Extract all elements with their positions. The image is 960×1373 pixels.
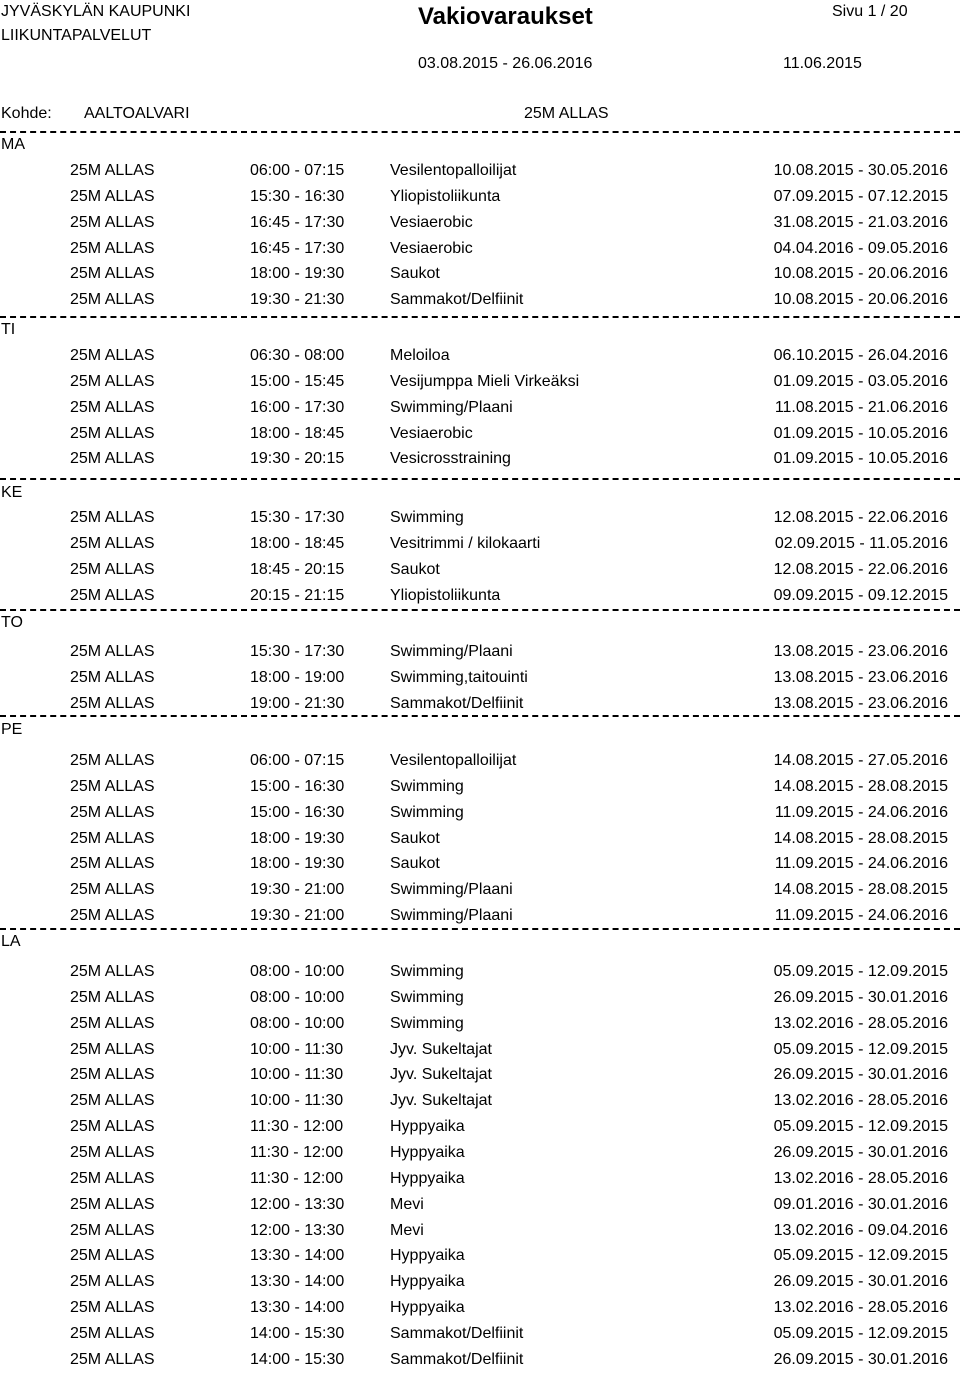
row-time: 06:00 - 07:15 [250,752,345,769]
row-time: 18:00 - 19:30 [250,855,345,872]
row-dates: 09.01.2016 - 30.01.2016 [773,1196,948,1213]
table-row [0,1041,960,1063]
table-row [0,963,960,985]
row-pool: 25M ALLAS [70,1351,155,1368]
table-row [0,881,960,903]
row-activity: Hyppyaika [390,1144,465,1161]
row-dates: 26.09.2015 - 30.01.2016 [773,1066,948,1083]
table-row [0,855,960,877]
row-dates: 13.02.2016 - 28.05.2016 [773,1299,948,1316]
org-name: JYVÄSKYLÄN KAUPUNKI [1,3,191,20]
table-row [0,830,960,852]
org-department: LIIKUNTAPALVELUT [1,27,152,44]
row-activity: Saukot [390,265,440,282]
row-dates: 26.09.2015 - 30.01.2016 [773,1144,948,1161]
row-dates: 01.09.2015 - 10.05.2016 [773,425,948,442]
row-time: 15:00 - 16:30 [250,804,345,821]
row-time: 06:30 - 08:00 [250,347,345,364]
table-row [0,214,960,236]
row-time: 18:00 - 19:00 [250,669,345,686]
row-dates: 05.09.2015 - 12.09.2015 [773,1325,948,1342]
row-pool: 25M ALLAS [70,963,155,980]
row-pool: 25M ALLAS [70,907,155,924]
table-row [0,804,960,826]
row-activity: Swimming [390,509,464,526]
row-pool: 25M ALLAS [70,989,155,1006]
row-activity: Saukot [390,830,440,847]
row-time: 19:30 - 21:00 [250,907,345,924]
table-row [0,450,960,472]
day-label: KE [1,484,23,501]
row-pool: 25M ALLAS [70,240,155,257]
table-row [0,1092,960,1114]
row-pool: 25M ALLAS [70,373,155,390]
row-pool: 25M ALLAS [70,695,155,712]
row-dates: 26.09.2015 - 30.01.2016 [773,1273,948,1290]
row-activity: Vesiaerobic [390,214,473,231]
row-pool: 25M ALLAS [70,535,155,552]
row-time: 15:30 - 17:30 [250,643,345,660]
row-dates: 13.02.2016 - 28.05.2016 [773,1170,948,1187]
row-activity: Jyv. Sukeltajat [390,1066,492,1083]
row-activity: Swimming/Plaani [390,399,513,416]
row-activity: Jyv. Sukeltajat [390,1041,492,1058]
row-activity: Yliopistoliikunta [390,587,501,604]
row-pool: 25M ALLAS [70,425,155,442]
print-date: 11.06.2015 [783,55,862,72]
row-dates: 11.09.2015 - 24.06.2016 [774,907,948,924]
row-time: 11:30 - 12:00 [250,1144,344,1161]
row-pool: 25M ALLAS [70,1170,155,1187]
row-activity: Sammakot/Delfiinit [390,291,524,308]
row-pool: 25M ALLAS [70,804,155,821]
row-activity: Swimming/Plaani [390,881,513,898]
row-activity: Swimming [390,989,464,1006]
row-time: 16:00 - 17:30 [250,399,345,416]
row-time: 19:30 - 20:15 [250,450,345,467]
table-row [0,587,960,609]
row-pool: 25M ALLAS [70,265,155,282]
row-dates: 05.09.2015 - 12.09.2015 [773,1247,948,1264]
row-pool: 25M ALLAS [70,162,155,179]
section-separator [0,478,960,480]
row-time: 19:30 - 21:30 [250,291,345,308]
row-dates: 11.09.2015 - 24.06.2016 [774,804,948,821]
row-pool: 25M ALLAS [70,1273,155,1290]
row-dates: 13.02.2016 - 09.04.2016 [773,1222,948,1239]
row-dates: 13.08.2015 - 23.06.2016 [773,695,948,712]
row-time: 13:30 - 14:00 [250,1273,345,1290]
row-activity: Vesilentopalloilijat [390,752,517,769]
row-activity: Yliopistoliikunta [390,188,501,205]
row-dates: 11.09.2015 - 24.06.2016 [774,855,948,872]
day-label: LA [1,933,21,950]
row-time: 12:00 - 13:30 [250,1222,345,1239]
row-dates: 13.02.2016 - 28.05.2016 [773,1092,948,1109]
row-time: 18:00 - 19:30 [250,265,345,282]
row-pool: 25M ALLAS [70,1118,155,1135]
table-row [0,399,960,421]
table-row [0,907,960,929]
row-time: 08:00 - 10:00 [250,989,345,1006]
row-activity: Saukot [390,855,440,872]
table-row [0,291,960,313]
row-dates: 31.08.2015 - 21.03.2016 [773,214,948,231]
row-activity: Swimming [390,1015,464,1032]
row-time: 06:00 - 07:15 [250,162,345,179]
row-time: 18:00 - 19:30 [250,830,345,847]
target-value: AALTOALVARI [84,105,190,122]
row-dates: 14.08.2015 - 28.08.2015 [773,778,948,795]
table-row [0,1015,960,1037]
row-time: 10:00 - 11:30 [250,1066,344,1083]
table-row [0,162,960,184]
row-time: 10:00 - 11:30 [250,1092,344,1109]
row-dates: 09.09.2015 - 09.12.2015 [773,587,948,604]
row-pool: 25M ALLAS [70,1325,155,1342]
row-pool: 25M ALLAS [70,1299,155,1316]
row-time: 08:00 - 10:00 [250,963,345,980]
row-pool: 25M ALLAS [70,1222,155,1239]
table-row [0,752,960,774]
row-dates: 05.09.2015 - 12.09.2015 [773,1118,948,1135]
row-time: 18:00 - 18:45 [250,535,345,552]
table-row [0,643,960,665]
row-time: 14:00 - 15:30 [250,1351,345,1368]
row-dates: 14.08.2015 - 27.05.2016 [773,752,948,769]
row-pool: 25M ALLAS [70,450,155,467]
row-pool: 25M ALLAS [70,1041,155,1058]
row-activity: Vesiaerobic [390,425,473,442]
row-activity: Hyppyaika [390,1170,465,1187]
row-pool: 25M ALLAS [70,830,155,847]
table-row [0,561,960,583]
row-time: 19:00 - 21:30 [250,695,345,712]
row-activity: Sammakot/Delfiinit [390,1325,524,1342]
table-row [0,240,960,262]
row-activity: Swimming [390,963,464,980]
row-pool: 25M ALLAS [70,214,155,231]
row-time: 10:00 - 11:30 [250,1041,344,1058]
row-pool: 25M ALLAS [70,881,155,898]
row-dates: 01.09.2015 - 03.05.2016 [773,373,948,390]
row-pool: 25M ALLAS [70,1144,155,1161]
table-row [0,188,960,210]
section-separator [0,609,960,611]
row-pool: 25M ALLAS [70,643,155,660]
table-row [0,1273,960,1295]
row-pool: 25M ALLAS [70,1196,155,1213]
row-pool: 25M ALLAS [70,1247,155,1264]
row-activity: Swimming/Plaani [390,643,513,660]
day-label: TI [1,321,16,338]
row-time: 14:00 - 15:30 [250,1325,345,1342]
row-pool: 25M ALLAS [70,669,155,686]
section-separator [0,316,960,318]
table-row [0,1325,960,1347]
row-dates: 05.09.2015 - 12.09.2015 [773,1041,948,1058]
table-row [0,1299,960,1321]
row-dates: 14.08.2015 - 28.08.2015 [773,830,948,847]
row-time: 16:45 - 17:30 [250,214,345,231]
row-activity: Swimming [390,778,464,795]
day-label: MA [1,136,25,153]
report-period: 03.08.2015 - 26.06.2016 [418,55,593,72]
row-time: 15:00 - 15:45 [250,373,345,390]
table-row [0,1196,960,1218]
row-activity: Vesicrosstraining [390,450,511,467]
row-dates: 05.09.2015 - 12.09.2015 [773,963,948,980]
table-row [0,669,960,691]
page-number: Sivu 1 / 20 [832,3,908,20]
row-time: 19:30 - 21:00 [250,881,345,898]
row-activity: Hyppyaika [390,1299,465,1316]
row-activity: Jyv. Sukeltajat [390,1092,492,1109]
table-row [0,1118,960,1140]
row-dates: 12.08.2015 - 22.06.2016 [773,561,948,578]
table-row [0,347,960,369]
row-time: 11:30 - 12:00 [250,1170,344,1187]
row-pool: 25M ALLAS [70,1015,155,1032]
row-pool: 25M ALLAS [70,347,155,364]
table-row [0,695,960,717]
table-row [0,1066,960,1088]
section-separator [0,928,960,930]
target-label: Kohde: [1,105,52,122]
row-pool: 25M ALLAS [70,291,155,308]
table-row [0,1222,960,1244]
pool-name: 25M ALLAS [524,105,609,122]
day-label: PE [1,721,23,738]
row-dates: 13.08.2015 - 23.06.2016 [773,643,948,660]
row-activity: Vesilentopalloilijat [390,162,517,179]
section-separator [0,715,960,717]
row-activity: Mevi [390,1222,424,1239]
row-dates: 06.10.2015 - 26.04.2016 [773,347,948,364]
row-dates: 13.08.2015 - 23.06.2016 [773,669,948,686]
row-pool: 25M ALLAS [70,1092,155,1109]
row-activity: Swimming/Plaani [390,907,513,924]
table-row [0,778,960,800]
row-activity: Hyppyaika [390,1273,465,1290]
table-row [0,1247,960,1269]
row-time: 18:00 - 18:45 [250,425,345,442]
row-dates: 26.09.2015 - 30.01.2016 [773,989,948,1006]
row-time: 18:45 - 20:15 [250,561,345,578]
row-time: 20:15 - 21:15 [250,587,345,604]
row-time: 13:30 - 14:00 [250,1247,345,1264]
table-row [0,989,960,1011]
row-activity: Sammakot/Delfiinit [390,695,524,712]
row-pool: 25M ALLAS [70,587,155,604]
row-activity: Vesijumppa Mieli Virkeäksi [390,373,580,390]
row-activity: Saukot [390,561,440,578]
row-activity: Swimming [390,804,464,821]
row-dates: 02.09.2015 - 11.05.2016 [774,535,948,552]
row-activity: Vesitrimmi / kilokaarti [390,535,541,552]
row-pool: 25M ALLAS [70,1066,155,1083]
row-activity: Mevi [390,1196,424,1213]
table-row [0,425,960,447]
table-row [0,265,960,287]
day-label: TO [1,614,23,631]
row-pool: 25M ALLAS [70,399,155,416]
row-pool: 25M ALLAS [70,752,155,769]
section-separator [0,131,960,133]
row-dates: 11.08.2015 - 21.06.2016 [774,399,948,416]
row-time: 13:30 - 14:00 [250,1299,345,1316]
row-dates: 26.09.2015 - 30.01.2016 [773,1351,948,1368]
row-dates: 07.09.2015 - 07.12.2015 [773,188,948,205]
table-row [0,1144,960,1166]
row-time: 16:45 - 17:30 [250,240,345,257]
table-row [0,1170,960,1192]
row-activity: Meloiloa [390,347,450,364]
row-dates: 01.09.2015 - 10.05.2016 [773,450,948,467]
row-dates: 10.08.2015 - 30.05.2016 [773,162,948,179]
row-pool: 25M ALLAS [70,855,155,872]
row-activity: Hyppyaika [390,1247,465,1264]
row-time: 15:00 - 16:30 [250,778,345,795]
table-row [0,509,960,531]
row-dates: 04.04.2016 - 09.05.2016 [773,240,948,257]
row-time: 11:30 - 12:00 [250,1118,344,1135]
row-activity: Swimming,taitouinti [390,669,528,686]
row-pool: 25M ALLAS [70,778,155,795]
page-title: Vakiovaraukset [418,3,593,30]
table-row [0,373,960,395]
row-time: 12:00 - 13:30 [250,1196,345,1213]
row-dates: 10.08.2015 - 20.06.2016 [773,291,948,308]
row-pool: 25M ALLAS [70,188,155,205]
table-row [0,535,960,557]
row-dates: 13.02.2016 - 28.05.2016 [773,1015,948,1032]
row-time: 15:30 - 17:30 [250,509,345,526]
row-activity: Hyppyaika [390,1118,465,1135]
row-dates: 10.08.2015 - 20.06.2016 [773,265,948,282]
row-activity: Sammakot/Delfiinit [390,1351,524,1368]
row-time: 08:00 - 10:00 [250,1015,345,1032]
row-dates: 14.08.2015 - 28.08.2015 [773,881,948,898]
row-pool: 25M ALLAS [70,509,155,526]
row-pool: 25M ALLAS [70,561,155,578]
row-time: 15:30 - 16:30 [250,188,345,205]
row-dates: 12.08.2015 - 22.06.2016 [773,509,948,526]
row-activity: Vesiaerobic [390,240,473,257]
